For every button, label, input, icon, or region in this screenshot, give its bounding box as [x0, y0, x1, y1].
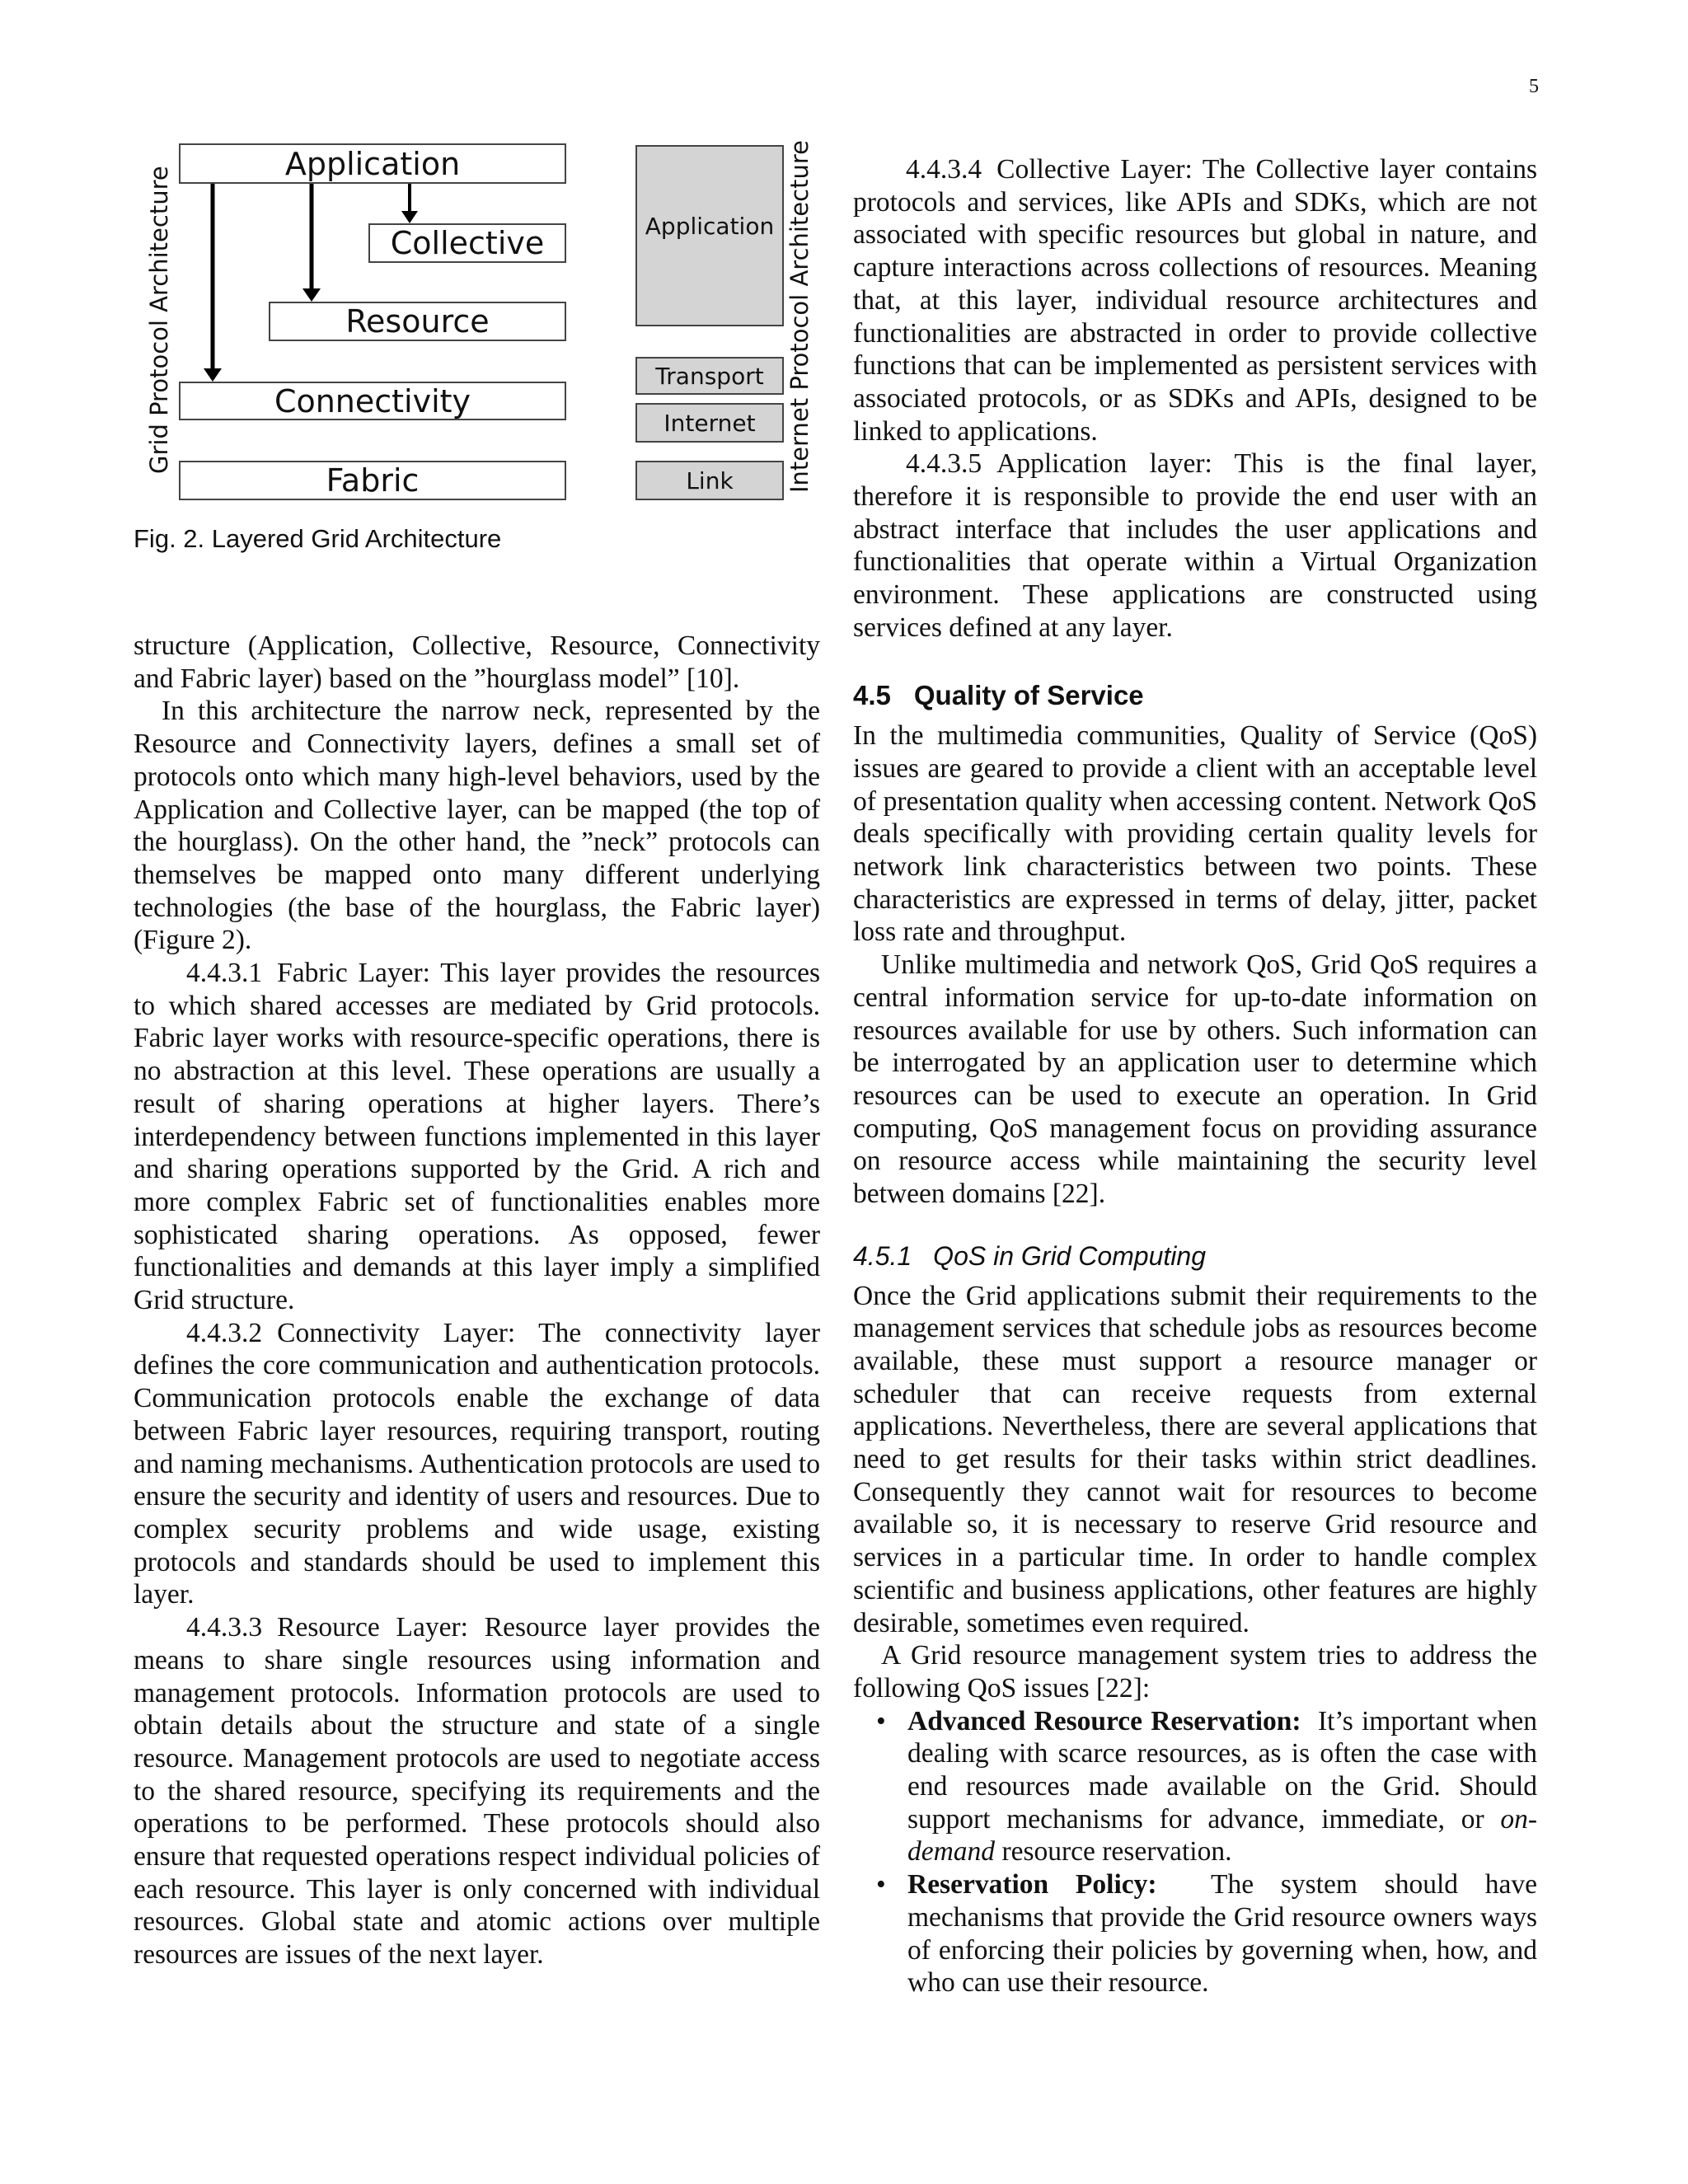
subsection-collective-layer — [853, 153, 1537, 448]
paragraph-narrow-neck: In this architecture the narrow neck, represented by the Resource and Connectivity layers, defines a small set of protocols onto which many high-level behaviors, used by the Application and Collective layer, can be mapped (the top of the hourglass). On the other hand, the ”neck” protocols can themselves be mapped onto many different underlying technologies (the base of the hourglass, the Fabric layer) (Figure 2). — [134, 696, 820, 956]
section-heading-quality-of-service — [853, 679, 1537, 712]
grid-protocol-architecture-label: Grid Protocol Architecture — [145, 166, 173, 474]
list-item-term: Reservation Policy: — [907, 1869, 1157, 1900]
internet-layer-link: Link — [635, 461, 784, 500]
subsection-text: Connectivity Layer: The connectivity layer defines the core communication and authentication protocols. Communication protocols enable the exchange of data between Fabric layer resources, requiring transport, routing and naming mechanisms. Authentication protocols are used to ensure the security and identity of users and resources. Due to complex security problems and wide usage, existing protocols and standards should be used to implement this layer. — [134, 1317, 820, 1610]
arrowhead-resource — [302, 288, 321, 302]
list-item-reservation-policy — [876, 1868, 1537, 1999]
subsection-text: Application layer: This is the final layer, therefore it is responsible to provide the end user with an abstract interface that includes the user applications and functionalities that operate within a Virtual Organization environment. These applications are constructed using services defined at any layer. — [853, 448, 1537, 643]
subsection-text: Collective Layer: The Collective layer contains protocols and services, like APIs and SDKs, which are not associated with specific resources but global in nature, and capture interactions across collections of resources. Meaning that, at this layer, individual resource architectures and functionalities are abstracted in order to provide collective functions that can be implemented as persistent services with associated protocols, or as SDKs and APIs, designed to be linked to applications. — [853, 154, 1537, 447]
left-column — [134, 630, 820, 1971]
list-item-text-after: resource reservation. — [995, 1836, 1232, 1868]
subsection-number: 4.5.1 — [853, 1240, 912, 1271]
bullet-icon: • — [876, 1705, 886, 1736]
qos-issues-list — [853, 1705, 1537, 1999]
subsection-number: 4.4.3.3 — [186, 1612, 263, 1643]
paragraph-qos-multimedia: In the multimedia communities, Quality of Service (QoS) issues are geared to provide a client with an acceptable level of presentation quality when accessing content. Network QoS deals specifically with providing certain quality levels for network link characteristics between two points. These characteristics are expressed in terms of delay, jitter, packet loss rate and throughput. — [853, 720, 1537, 948]
subsection-fabric-layer — [134, 957, 820, 1317]
internet-layer-application — [635, 145, 784, 326]
figure-layered-grid-architecture — [132, 132, 824, 519]
paragraph-grid-qos: Unlike multimedia and network QoS, Grid QoS requires a central information service for up-to-date information on resources available for use by others. Such information can be interrogated by an application user to determine which resources can be used to execute an operation. In Grid computing, QoS management focus on providing assurance on resource access while maintaining the security level between domains [22]. — [853, 949, 1537, 1210]
section-title: Quality of Service — [913, 679, 1144, 710]
figure-caption: Fig. 2. Layered Grid Architecture — [134, 524, 502, 553]
subsection-connectivity-layer — [134, 1317, 820, 1611]
subsection-text: Resource Layer: Resource layer provides the means to share single resources using information and management protocols. Information protocols are used to obtain details about the structure and state of a single resource. Management protocols are used to negotiate access to the shared resource, specifying its requirements and the operations to be performed. These protocols should also ensure that requested operations respect individual policies of each resource. This layer is only concerned with individual resources. Global state and atomic actions over multiple resources are issues of the next layer. — [134, 1612, 820, 1971]
section-number: 4.5 — [853, 679, 891, 710]
subsection-title: QoS in Grid Computing — [933, 1240, 1206, 1271]
grid-layer-fabric: Fabric — [179, 461, 566, 500]
arrowhead-collective — [401, 211, 418, 223]
internet-layer-transport: Transport — [635, 357, 784, 395]
subsection-resource-layer — [134, 1611, 820, 1971]
paragraph-qos-issues-intro: A Grid resource management system tries to address the following QoS issues [22]: — [853, 1640, 1537, 1704]
paragraph-grid-applications: Once the Grid applications submit their requirements to the management services that schedule jobs as resources become available, these must support a resource manager or scheduler that can receive requests from external applications. Nevertheless, there are several applications that need to get results for their tasks within strict deadlines. Consequently they cannot wait for resources to become available so, it is necessary to reserve Grid resource and services in a particular time. In order to handle complex scientific and business applications, other features are highly desirable, sometimes even required. — [853, 1280, 1537, 1638]
list-item-text: The system should have mechanisms that provide the Grid resource owners ways of enforcing their policies by governing when, how, and who can use their resource. — [907, 1869, 1537, 1999]
grid-layer-collective: Collective — [368, 223, 566, 263]
internet-layer-internet: Internet — [635, 403, 784, 443]
internet-protocol-architecture-label: Internet Protocol Architecture — [785, 140, 814, 493]
internet-layer-application-label: Application — [645, 213, 775, 240]
subsection-number: 4.4.3.4 — [906, 154, 982, 185]
list-item-text: It’s important when dealing with scarce resources, as is often the case with end resources made available on the Grid. Should support mechanisms for advance, immediate, or — [907, 1705, 1537, 1835]
subsection-number: 4.4.3.2 — [186, 1317, 263, 1348]
grid-layer-application: Application — [179, 143, 566, 184]
grid-layer-connectivity: Connectivity — [179, 382, 566, 420]
subsection-heading-qos-grid-computing — [853, 1240, 1537, 1273]
list-item-advanced-resource-reservation — [876, 1705, 1537, 1869]
right-column — [853, 153, 1537, 1999]
page-number: 5 — [1529, 76, 1539, 97]
grid-layer-resource: Resource — [269, 302, 566, 341]
subsection-application-layer — [853, 448, 1537, 644]
paragraph-hourglass-intro: structure (Application, Collective, Resource, Connectivity and Fabric layer) based on the ”hourglass model” [10]. — [134, 630, 820, 694]
arrowhead-connectivity — [204, 368, 222, 382]
subsection-number: 4.4.3.5 — [906, 448, 982, 480]
list-item-emphasis: on-demand — [907, 1803, 1537, 1868]
list-item-term: Advanced Resource Reservation: — [907, 1705, 1301, 1736]
subsection-text: Fabric Layer: This layer provides the resources to which shared accesses are mediated by Grid protocols. Fabric layer works with resource-specific operations, there is no abstraction at this level. These operations are usually a result of sharing operations at higher layers. There’s interdependency between functions implemented in this layer and sharing operations supported by the Grid. A rich and more complex Fabric set of functionalities enables more sophisticated sharing operations. As opposed, fewer functionalities and demands at this layer imply a simplified Grid structure. — [134, 958, 820, 1316]
subsection-number: 4.4.3.1 — [186, 958, 263, 989]
bullet-icon: • — [876, 1869, 886, 1900]
